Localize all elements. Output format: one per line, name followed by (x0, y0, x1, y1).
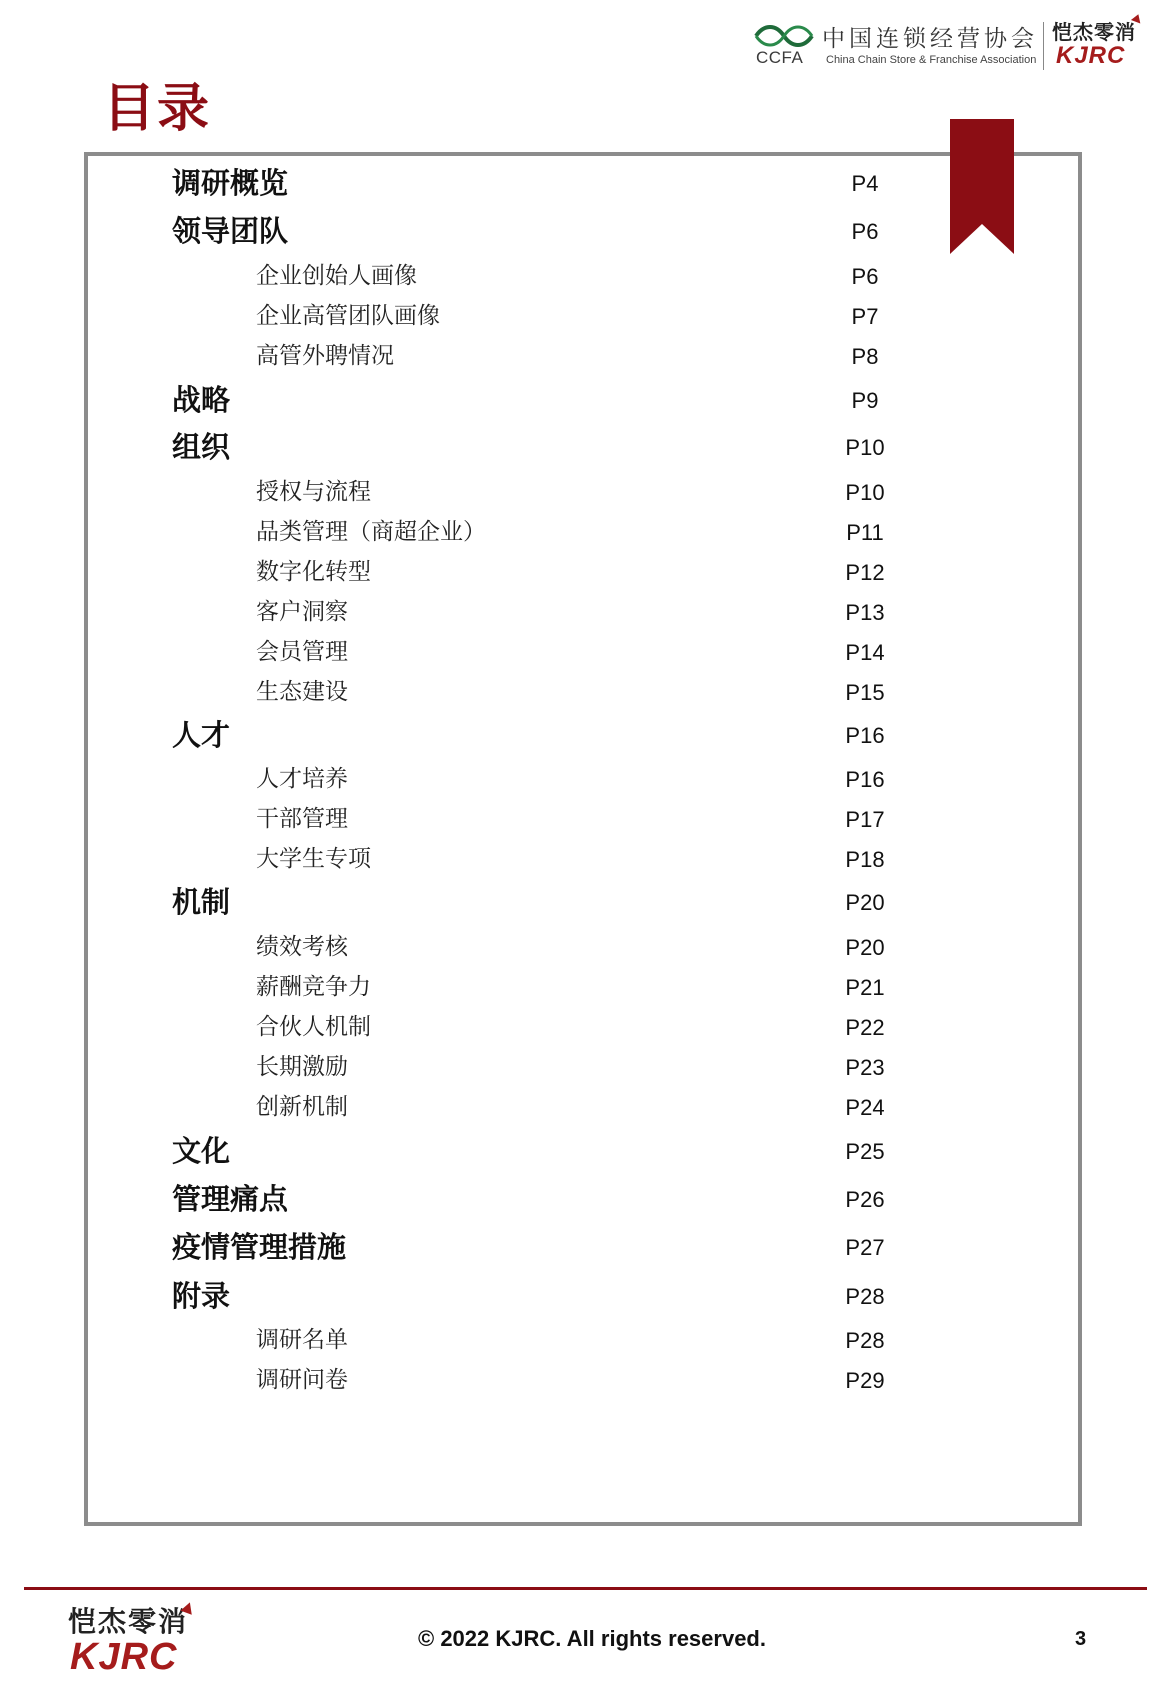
toc-label: 领导团队 (172, 214, 289, 248)
toc-label: 战略 (172, 383, 231, 417)
toc-subsection[interactable] (0, 1013, 1165, 1053)
toc-subsection[interactable] (0, 845, 1165, 885)
toc-label: 品类管理（商超企业） (256, 519, 486, 545)
toc-page-number: P10 (845, 480, 885, 505)
toc-label: 组织 (172, 430, 231, 464)
toc-label: 生态建设 (256, 679, 348, 705)
toc-page-number: P21 (845, 975, 885, 1000)
toc-label: 授权与流程 (256, 479, 371, 505)
toc-subsection[interactable] (0, 342, 1165, 382)
toc-page-number: P9 (851, 388, 879, 413)
toc-page-number: P16 (845, 767, 885, 792)
toc-section[interactable] (0, 1182, 1165, 1225)
kjrc-footer-english-name: KJRC (70, 1636, 178, 1678)
toc-label: 干部管理 (256, 806, 348, 832)
kjrc-footer-logo (68, 1600, 198, 1680)
toc-subsection[interactable] (0, 638, 1165, 678)
toc-label: 机制 (172, 885, 231, 919)
ccfa-logo (754, 18, 1044, 74)
kjrc-chinese-name: 恺杰零消 (1052, 20, 1136, 44)
copyright: © 2022 KJRC. All rights reserved. (418, 1626, 766, 1651)
toc-page-number: P12 (845, 560, 885, 585)
toc-label: 长期激励 (256, 1054, 348, 1080)
toc-page-number: P23 (845, 1055, 885, 1080)
toc-label: 会员管理 (256, 639, 348, 665)
toc-label: 文化 (172, 1134, 231, 1168)
toc-label: 数字化转型 (256, 559, 371, 585)
toc-subsection[interactable] (0, 933, 1165, 973)
toc-label: 调研名单 (256, 1327, 348, 1353)
toc-subsection[interactable] (0, 1053, 1165, 1093)
toc-label: 薪酬竞争力 (256, 974, 371, 1000)
toc-label: 调研问卷 (256, 1367, 348, 1393)
ccfa-code: CCFA (756, 48, 804, 67)
toc-page-number: P14 (845, 640, 885, 665)
toc-section[interactable] (0, 383, 1165, 426)
toc-label: 疫情管理措施 (172, 1230, 347, 1264)
ccfa-chinese-name: 中国连锁经营协会 (822, 26, 1038, 52)
toc-page-number: P25 (845, 1139, 885, 1164)
toc-section[interactable] (0, 885, 1165, 928)
toc-subsection[interactable] (0, 765, 1165, 805)
toc-page-number: P20 (845, 935, 885, 960)
toc-page-number: P18 (845, 847, 885, 872)
toc-subsection[interactable] (0, 1093, 1165, 1133)
toc-page-number: P8 (851, 344, 879, 369)
toc-page-number: P4 (851, 171, 879, 196)
toc-label: 客户洞察 (256, 599, 348, 625)
toc-section[interactable] (0, 430, 1165, 473)
toc-section[interactable] (0, 1279, 1165, 1322)
toc-section[interactable] (0, 718, 1165, 761)
toc-subsection[interactable] (0, 478, 1165, 518)
toc-label: 人才 (172, 718, 231, 752)
toc-page-number: P16 (845, 723, 885, 748)
toc-subsection[interactable] (0, 1366, 1165, 1406)
toc-label: 企业高管团队画像 (256, 303, 440, 329)
toc-page-number: P6 (851, 219, 879, 244)
toc-label: 合伙人机制 (256, 1014, 371, 1040)
ccfa-english-name: China Chain Store & Franchise Association (826, 54, 1037, 66)
toc-page-number: P17 (845, 807, 885, 832)
page-title: 目录 (103, 78, 212, 139)
toc-section[interactable] (0, 214, 1165, 257)
kjrc-footer-chinese-name: 恺杰零消 (68, 1605, 189, 1638)
toc-page-number: P27 (845, 1235, 885, 1260)
header-divider (1043, 22, 1044, 70)
toc-subsection[interactable] (0, 302, 1165, 342)
toc-subsection[interactable] (0, 805, 1165, 845)
footer-rule (24, 1587, 1147, 1590)
toc-label: 创新机制 (256, 1094, 348, 1120)
kjrc-header-logo (1052, 14, 1138, 74)
toc-page-number: P24 (845, 1095, 885, 1120)
toc-label: 附录 (172, 1279, 231, 1313)
toc-page-number: P6 (851, 264, 879, 289)
toc-page-number: P15 (845, 680, 885, 705)
toc-page-number: P26 (845, 1187, 885, 1212)
toc-page-number: P13 (845, 600, 885, 625)
kjrc-english-name: KJRC (1056, 42, 1126, 69)
toc-label: 绩效考核 (256, 934, 348, 960)
toc-subsection[interactable] (0, 973, 1165, 1013)
toc-subsection[interactable] (0, 678, 1165, 718)
toc-section[interactable] (0, 1230, 1165, 1273)
toc-label: 大学生专项 (256, 846, 371, 872)
ccfa-emblem-icon (754, 22, 814, 50)
toc-page-number: P7 (851, 304, 879, 329)
toc-page-number: P28 (845, 1284, 885, 1309)
toc-label: 高管外聘情况 (256, 343, 394, 369)
toc-section[interactable] (0, 1134, 1165, 1177)
toc-subsection[interactable] (0, 518, 1165, 558)
toc-page-number: P20 (845, 890, 885, 915)
toc-page-number: P22 (845, 1015, 885, 1040)
toc-label: 企业创始人画像 (256, 263, 417, 289)
toc-page-number: P28 (845, 1328, 885, 1353)
toc-section[interactable] (0, 166, 1165, 209)
toc-label: 管理痛点 (172, 1182, 289, 1216)
toc-page-number: P29 (845, 1368, 885, 1393)
page-number: 3 (1075, 1628, 1087, 1650)
toc-subsection[interactable] (0, 262, 1165, 302)
toc-page-number: P10 (845, 435, 885, 460)
toc-label: 人才培养 (256, 766, 348, 792)
toc-page-number: P11 (846, 520, 884, 545)
toc-subsection[interactable] (0, 598, 1165, 638)
toc-subsection[interactable] (0, 1326, 1165, 1366)
toc-subsection[interactable] (0, 558, 1165, 598)
toc-label: 调研概览 (172, 166, 289, 200)
